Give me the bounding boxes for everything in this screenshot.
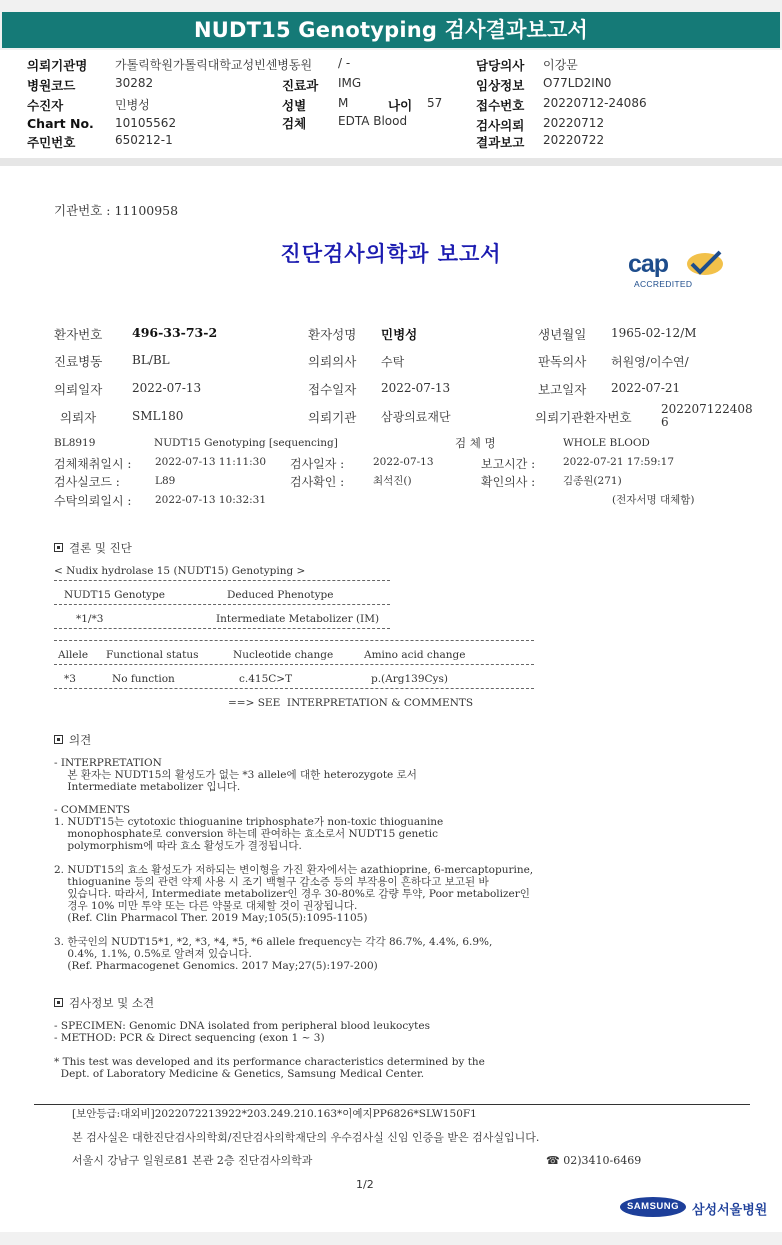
t1-head-genotype: NUDT15 Genotype [64, 589, 165, 601]
hdr-label: 병원코드 [27, 78, 76, 93]
hdr-label: 성별 [282, 98, 307, 113]
hdr-label: 접수번호 [476, 98, 525, 113]
patient-value: 2022-07-13 [381, 381, 451, 395]
comment-1: 1. NUDT15는 cytotoxic thioguanine triphosphate가 non-toxic thioguanine monophosphate로 conversion 하는데 관여하는 효소로서 NUDT15 genetic polymorphism에 따라 효소 활성도가 결정됩니다. [54, 816, 444, 852]
hdr-label: 진료과 [282, 78, 319, 93]
patient-value: 496-33-73-2 [132, 325, 218, 340]
time-label: 보고시간 : [481, 457, 536, 471]
section-square-icon [54, 543, 63, 552]
table-rule [54, 640, 534, 641]
patient-value: SML180 [132, 409, 184, 423]
hdr-label: Chart No. [27, 116, 94, 131]
t2-head-nucleotide: Nucleotide change [233, 649, 334, 661]
comments-head: - COMMENTS [54, 804, 131, 816]
table-rule [54, 664, 534, 665]
hdr-label: 주민번호 [27, 135, 76, 150]
section-square-icon [54, 998, 63, 1007]
hdr-value: 20220722 [543, 133, 605, 147]
patient-label: 의뢰자 [60, 410, 97, 425]
section-conclusion [54, 540, 132, 556]
time-value: 2022-07-13 11:11:30 [155, 456, 267, 468]
patient-label: 환자성명 [308, 327, 357, 342]
t2-functional: No function [112, 673, 175, 685]
hdr-label: 의뢰기관명 [27, 58, 88, 73]
report-title: 진단검사의학과 보고서 [280, 242, 502, 266]
patient-label: 접수일자 [308, 382, 357, 397]
table-rule [54, 628, 390, 629]
patient-value: 1965-02-12/M [611, 326, 697, 340]
phone: ☎ 02)3410-6469 [546, 1154, 642, 1167]
time-label: 수탁의뢰일시 : [54, 494, 132, 508]
time-label: 검사일자 : [290, 457, 345, 471]
test-name: NUDT15 Genotyping [sequencing] [154, 437, 338, 449]
patient-value: 삼광의료재단 [381, 410, 451, 424]
hdr-label: 나이 [388, 98, 413, 113]
hdr-value: / - [338, 56, 351, 70]
patient-label: 의뢰일자 [54, 382, 103, 397]
t1-genotype: *1/*3 [76, 613, 104, 625]
institution-number: 기관번호 : 11100958 [54, 203, 179, 218]
section-title: 결론 및 진단 [69, 541, 132, 555]
hdr-value: IMG [338, 76, 362, 90]
hdr-value: 10105562 [115, 116, 177, 130]
hdr-value: 57 [427, 96, 443, 110]
t2-head-amino: Amino acid change [364, 649, 466, 661]
specimen-label: 검 체 명 [455, 436, 496, 450]
patient-value: 2022-07-13 [132, 381, 202, 395]
footer-rule [34, 1104, 750, 1105]
t2-head-allele: Allele [58, 649, 89, 661]
security-line: [보안등급:대외비]2022072213922*203.249.210.163*이예지PP6826*SLW150F1 [72, 1108, 477, 1120]
specimen-value: WHOLE BLOOD [563, 437, 650, 449]
patient-label: 판독의사 [538, 354, 587, 369]
hdr-value: 30282 [115, 76, 154, 90]
hdr-value: 가톨릭학원가톨릭대학교성빈센병동원 [115, 58, 313, 72]
section-title: 의견 [69, 733, 92, 747]
hdr-label: 담당의사 [476, 58, 525, 73]
cap-accredited-logo [626, 246, 726, 290]
table-rule [54, 688, 534, 689]
time-value: 2022-07-13 10:32:31 [155, 494, 267, 506]
patient-label: 환자번호 [54, 327, 103, 342]
patient-label: 의뢰의사 [308, 354, 357, 369]
time-value: 2022-07-13 [373, 456, 434, 468]
time-label: 검사실코드 : [54, 475, 120, 489]
report-header-title: NUDT15 Genotyping 검사결과보고서 [2, 12, 780, 48]
hdr-value: M [338, 96, 349, 110]
t2-head-functional: Functional status [106, 649, 199, 661]
section-opinion [54, 732, 91, 748]
patient-value: 6 [661, 415, 669, 429]
hdr-label: 검체 [282, 116, 307, 131]
e-signature-note: (전자서명 대체함) [612, 494, 695, 506]
hdr-value: 20220712-24086 [543, 96, 647, 110]
patient-label: 생년월일 [538, 327, 587, 342]
section-square-icon [54, 735, 63, 744]
t1-head-phenotype: Deduced Phenotype [227, 589, 334, 601]
time-value: 2022-07-21 17:59:17 [563, 456, 675, 468]
hdr-value: EDTA Blood [338, 114, 408, 128]
patient-label: 보고일자 [538, 382, 587, 397]
hdr-label: 검사의뢰 [476, 118, 525, 133]
certification: 본 검사실은 대한진단검사의학회/진단검사의학재단의 우수검사실 신임 인증을 받은 검사실입니다. [72, 1131, 540, 1144]
patient-label: 의뢰기관환자번호 [535, 410, 632, 425]
cap-word: cap [628, 250, 669, 278]
t2-nucleotide: c.415C>T [239, 673, 293, 685]
table-rule [54, 604, 390, 605]
page-number: 1/2 [356, 1178, 374, 1191]
nudix-title: < Nudix hydrolase 15 (NUDT15) Genotyping > [54, 565, 306, 577]
hdr-value: O77LD2IN0 [543, 76, 612, 90]
hdr-label: 결과보고 [476, 135, 525, 150]
hdr-value: 20220712 [543, 116, 605, 130]
hospital-name: 삼성서울병원 [692, 1203, 768, 1218]
patient-label: 진료병동 [54, 354, 103, 369]
patient-value: BL/BL [132, 353, 170, 367]
time-label: 검체채취일시 : [54, 457, 132, 471]
time-label: 확인의사 : [481, 475, 536, 489]
interpretation-text: 본 환자는 NUDT15의 활성도가 없는 *3 allele에 대한 heterozygote 로서 Intermediate metabolizer 입니다. [67, 769, 417, 793]
patient-value: 202207122408 [661, 402, 753, 416]
patient-value: 민병성 [381, 327, 418, 342]
patient-label: 의뢰기관 [308, 410, 357, 425]
see-interpretation: ==> SEE INTERPRETATION & COMMENTS [228, 697, 474, 709]
hdr-value: 650212-1 [115, 133, 173, 147]
test-note: * This test was developed and its performance characteristics determined by the Dept. of Laboratory Medicine & Genetics, Samsung Medical Center. [54, 1056, 485, 1080]
section-test-info [54, 995, 154, 1011]
bottom-strip [0, 1232, 782, 1245]
t1-phenotype: Intermediate Metabolizer (IM) [216, 613, 380, 625]
hdr-label: 임상정보 [476, 78, 525, 93]
patient-value: 수탁 [381, 355, 405, 369]
comment-3: 3. 한국인의 NUDT15*1, *2, *3, *4, *5, *6 allele frequency는 각각 86.7%, 4.4%, 6.9%, 0.4%, 1.1%, 0.5%로 알려져 있습니다. (Ref. Pharmacogenet Genomics. 2017 May;27(5):197-200) [54, 936, 493, 972]
patient-value: 허원영/이수연/ [611, 355, 689, 369]
time-label: 검사확인 : [290, 475, 345, 489]
section-divider [0, 158, 782, 166]
t2-amino: p.(Arg139Cys) [371, 673, 448, 685]
table-rule [54, 580, 390, 581]
hdr-value: 민병성 [115, 98, 150, 112]
hdr-value: 이강문 [543, 58, 578, 72]
address: 서울시 강남구 일원로81 본관 2층 진단검사의학과 [72, 1154, 313, 1167]
hdr-label: 수진자 [27, 98, 64, 113]
test-code: BL8919 [54, 437, 96, 449]
specimen-method: - SPECIMEN: Genomic DNA isolated from peripheral blood leukocytes - METHOD: PCR & Direct sequencing (exon 1 ~ 3) [54, 1020, 430, 1044]
t2-allele: *3 [64, 673, 76, 685]
interpretation-head: - INTERPRETATION [54, 757, 162, 769]
samsung-logo: SAMSUNG [620, 1197, 686, 1217]
patient-value: 2022-07-21 [611, 381, 681, 395]
section-title: 검사정보 및 소견 [69, 996, 155, 1010]
time-value: 최석진() [373, 475, 412, 487]
cap-accredited-text: ACCREDITED [634, 279, 693, 289]
comment-2: 2. NUDT15의 효소 활성도가 저하되는 변이형을 가진 환자에서는 azathioprine, 6-mercaptopurine, thioguanine 등의 관련 약제 사용 시 조기 백혈구 감소증 등의 부작용이 흔하다고 보고된 바 있습니다. 따라서, Intermediate metabolizer인 경우 30-80%로 감량 투약, Poor metabolizer인 경우 10% 미만 투약 또는 다른 약물로 대체할 것이 권장됩니다. (Ref. Clin Pharmacol Ther. 2019 May;105(5):1095-1105) [54, 864, 534, 924]
time-value: L89 [155, 475, 176, 487]
time-value: 김종원(271) [563, 475, 622, 487]
